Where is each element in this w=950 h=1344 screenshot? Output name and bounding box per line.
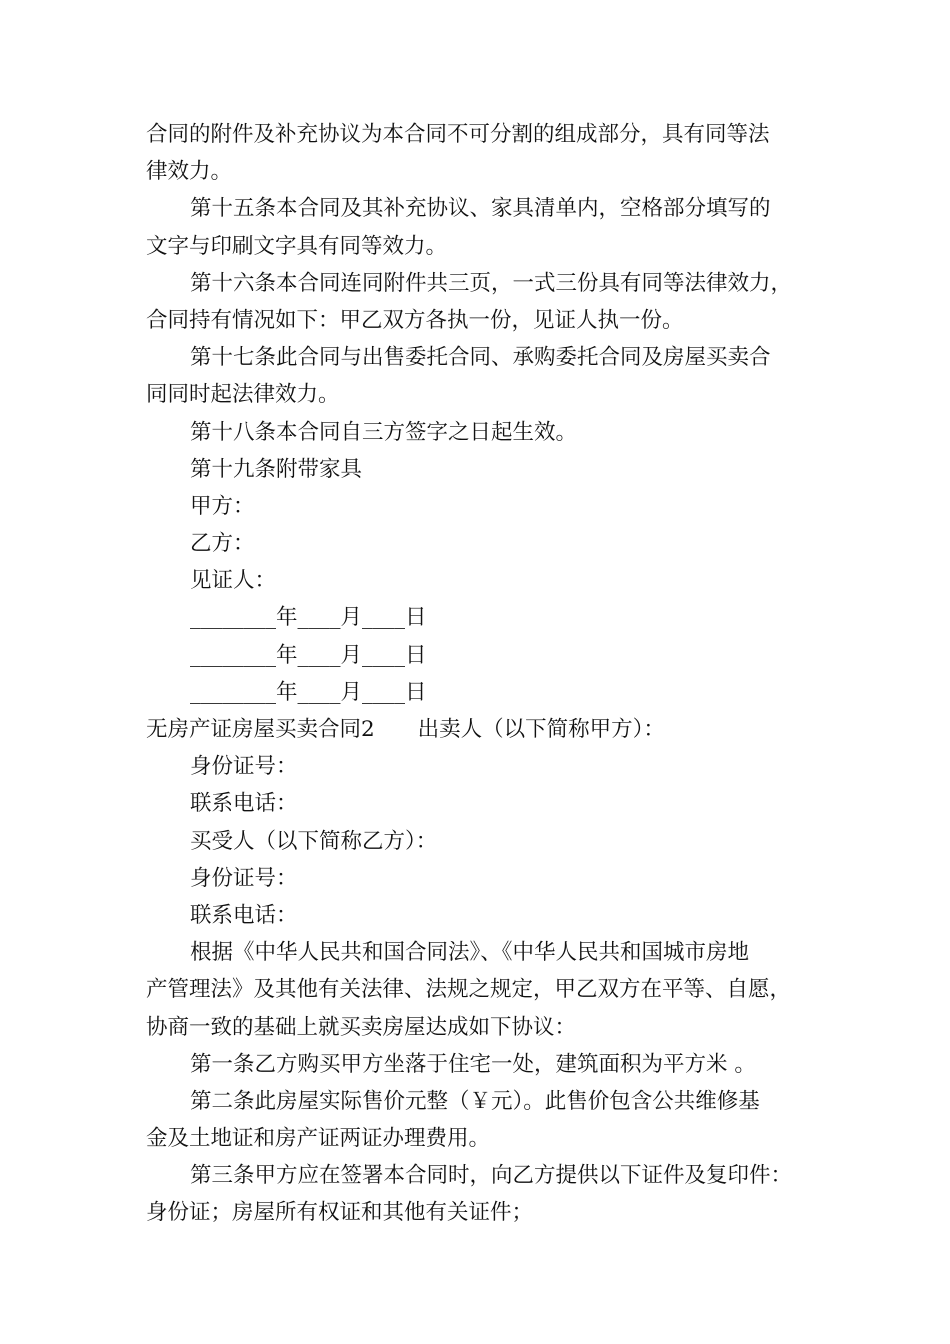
party-a-label: 甲方： <box>190 493 255 519</box>
article-3: 第三条甲方应在签署本合同时，向乙方提供以下证件及复印件： <box>190 1163 793 1189</box>
article-19: 第十九条附带家具 <box>190 456 363 482</box>
article-17: 第十七条此合同与出售委托合同、承购委托合同及房屋买卖合 <box>190 345 771 371</box>
id-number-label: 身份证号： <box>190 865 298 891</box>
article-18: 第十八条本合同自三方签字之日起生效。 <box>190 419 578 445</box>
witness-label: 见证人： <box>190 568 277 594</box>
text-line: 合同的附件及补充协议为本合同不可分割的组成部分，具有同等法 <box>146 122 770 147</box>
phone-label: 联系电话： <box>190 791 298 817</box>
text-line: 律效力。 <box>146 159 233 185</box>
article-1: 第一条乙方购买甲方坐落于住宅一处，建筑面积为平方米 。 <box>190 1051 756 1077</box>
date-line: ________年____月____日 <box>190 679 427 705</box>
contract-body <box>146 116 816 1232</box>
article-15: 第十五条本合同及其补充协议、家具清单内，空格部分填写的 <box>190 196 771 222</box>
date-line: ________年____月____日 <box>190 642 427 668</box>
article-16: 第十六条本合同连同附件共三页，一式三份具有同等法律效力， <box>190 270 793 296</box>
text-line: 产管理法》及其他有关法律、法规之规定，甲乙双方在平等、自愿， <box>146 977 792 1003</box>
buyer-label: 买受人（以下简称乙方）： <box>190 828 438 854</box>
text-line: 同同时起法律效力。 <box>146 382 340 408</box>
text-line: 金及土地证和房产证两证办理费用。 <box>146 1126 491 1152</box>
preamble: 根据《中华人民共和国合同法》、《中华人民共和国城市房地 <box>190 940 750 966</box>
text-line: 身份证；房屋所有权证和其他有关证件； <box>146 1200 534 1226</box>
text-line: 合同持有情况如下：甲乙双方各执一份，见证人执一份。 <box>146 307 684 333</box>
text-line: 文字与印刷文字具有同等效力。 <box>146 233 448 259</box>
contract-2-heading: 无房产证房屋买卖合同2 出卖人（以下简称甲方）： <box>146 717 665 742</box>
phone-label: 联系电话： <box>190 902 298 928</box>
id-number-label: 身份证号： <box>190 754 298 780</box>
party-b-label: 乙方： <box>190 531 255 557</box>
article-2: 第二条此房屋实际售价元整（￥元）。此售价包含公共维修基 <box>190 1088 760 1114</box>
text-line: 协商一致的基础上就买卖房屋达成如下协议： <box>146 1014 577 1040</box>
date-line: ________年____月____日 <box>190 605 427 631</box>
